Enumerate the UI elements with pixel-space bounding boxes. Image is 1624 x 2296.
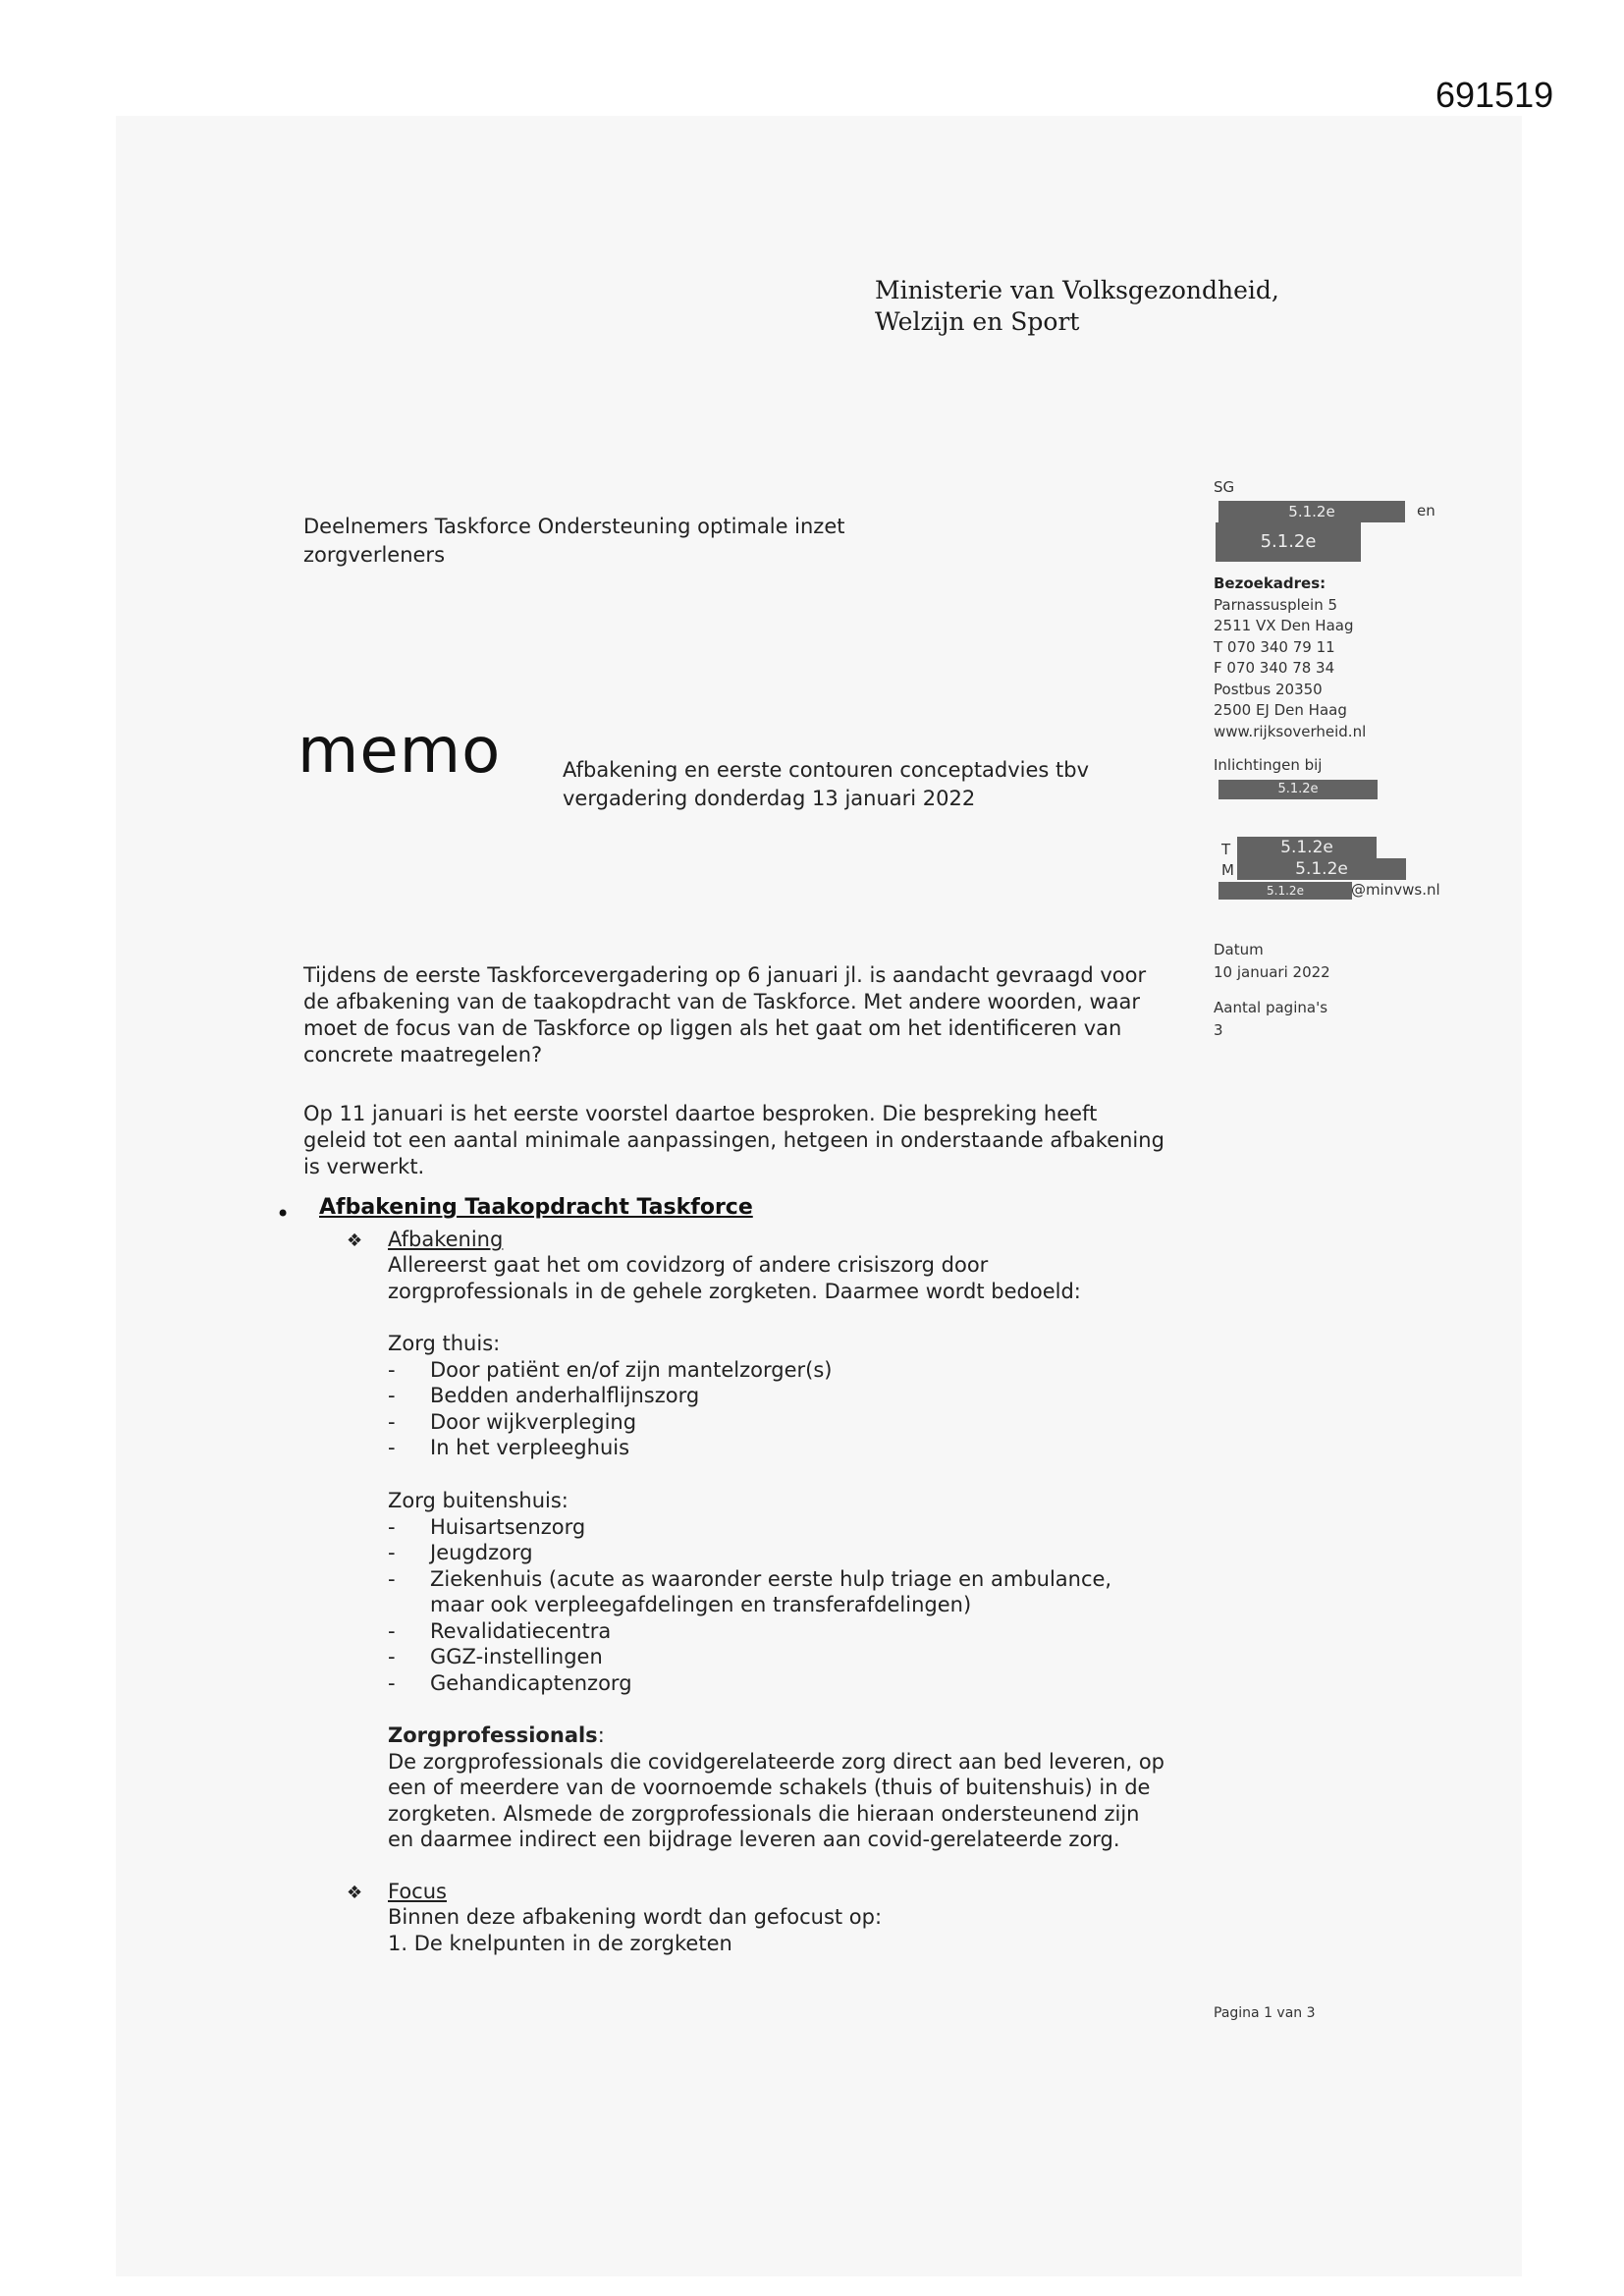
document-id: 691519 — [1435, 75, 1554, 115]
text-line: zorgprofessionals in de gehele zorgketen. Daarmee wordt bedoeld: — [388, 1279, 1081, 1303]
diamond-bullet-icon: ❖ — [347, 1883, 363, 1903]
redaction-block: 5.1.2e — [1237, 858, 1406, 880]
outside-care-label: Zorg buitenshuis: — [388, 1489, 568, 1512]
list-item: - Revalidatiecentra — [388, 1618, 612, 1643]
phone-label: T — [1221, 841, 1231, 858]
text-line: concrete maatregelen? — [303, 1043, 543, 1066]
paragraph-intro — [303, 962, 1187, 1068]
outside-care-block — [388, 1488, 1111, 1696]
text-line: de afbakening van de taakopdracht van de Taskforce. Met andere woorden, waar — [303, 990, 1141, 1013]
afbakening-text — [388, 1252, 1081, 1304]
text-line: Tijdens de eerste Taskforcevergadering op 6 januari jl. is aandacht gevraagd voor — [303, 963, 1147, 987]
list-item: - Door patiënt en/of zijn mantelzorger(s) — [388, 1357, 833, 1382]
text-line: geleid tot een aantal minimale aanpassingen, hetgeen in onderstaande afbakening — [303, 1128, 1164, 1152]
text-line: moet de focus van de Taskforce op liggen als het gaat om het identificeren van — [303, 1016, 1122, 1040]
subject-line-2: vergadering donderdag 13 januari 2022 — [563, 787, 976, 810]
subsection-heading-focus: Focus — [388, 1880, 447, 1903]
addressee-line-2: zorgverleners — [303, 543, 446, 567]
address-line: F 070 340 78 34 — [1214, 659, 1335, 677]
addressee-line-1: Deelnemers Taskforce Ondersteuning optimale inzet — [303, 515, 845, 538]
list-item: - In het verpleeghuis — [388, 1436, 630, 1459]
info-label: Inlichtingen bij — [1214, 756, 1323, 774]
list-item: - Jeugdzorg — [388, 1541, 533, 1564]
home-care-list — [388, 1357, 832, 1461]
home-care-block — [388, 1331, 832, 1461]
sidebar-en: en — [1417, 502, 1435, 519]
address-line: Postbus 20350 — [1214, 680, 1323, 698]
date-value: 10 januari 2022 — [1214, 963, 1330, 981]
addressee — [303, 513, 845, 570]
subsection-heading-afbakening: Afbakening — [388, 1228, 504, 1251]
ministry-logo-text — [875, 275, 1279, 338]
text-line: Binnen deze afbakening wordt dan gefocust op: — [388, 1905, 883, 1929]
text-line: een of meerdere van de voornoemde schakels (thuis of buitenshuis) in de — [388, 1776, 1151, 1799]
outside-care-list — [388, 1514, 1111, 1697]
text-line: 1. De knelpunten in de zorgketen — [388, 1931, 732, 1955]
address-line: T 070 340 79 11 — [1214, 637, 1335, 656]
date-label: Datum — [1214, 941, 1264, 958]
list-item: - GGZ-instellingen — [388, 1645, 603, 1668]
list-item: - Door wijkverpleging — [388, 1409, 637, 1434]
focus-text — [388, 1904, 882, 1956]
professionals-heading: Zorgprofessionals — [388, 1723, 598, 1747]
page-footer: Pagina 1 van 3 — [1214, 2005, 1316, 2021]
website-link[interactable]: www.rijksoverheid.nl — [1214, 722, 1367, 740]
ministry-line-2: Welzijn en Sport — [875, 307, 1080, 336]
ministry-line-1: Ministerie van Volksgezondheid, — [875, 276, 1279, 304]
sidebar-address — [1214, 574, 1366, 742]
memo-title: memo — [298, 715, 502, 788]
bullet-icon: • — [276, 1200, 291, 1228]
address-line: 2500 EJ Den Haag — [1214, 701, 1347, 719]
redaction-block: 5.1.2e — [1237, 837, 1377, 858]
list-item: - Ziekenhuis (acute as waaronder eerste hulp triage en ambulance, maar ook verpleegafdelingen en transferafdelingen) — [388, 1566, 1112, 1616]
sidebar-sg-label: SG — [1214, 478, 1235, 496]
list-item: - Huisartsenzorg — [388, 1514, 586, 1539]
pages-value: 3 — [1214, 1021, 1223, 1039]
professionals-block: Zorgprofessionals: De zorgprofessionals die covidgerelateerde zorg direct aan bed leveren, op een of meerdere van de voornoemde schakels (thuis of buitenshuis) in de zorgketen. Alsmede de zorgprofessionals die hieraan ondersteunend zijn en daarmee indirect een bijdrage leveren aan covid-gerelateerde zorg. — [388, 1723, 1165, 1851]
email-suffix: @minvws.nl — [1351, 881, 1440, 899]
address-line: 2511 VX Den Haag — [1214, 617, 1354, 634]
pages-label: Aantal pagina's — [1214, 999, 1328, 1016]
section-heading: Afbakening Taakopdracht Taskforce — [319, 1195, 753, 1220]
paragraph-discussion — [303, 1101, 1187, 1180]
address-line: Parnassusplein 5 — [1214, 595, 1338, 614]
text-line: is verwerkt. — [303, 1155, 425, 1178]
list-item: - Bedden anderhalflijnszorg — [388, 1384, 700, 1407]
text-line: Allereerst gaat het om covidzorg of andere crisiszorg door — [388, 1253, 989, 1277]
text-line: De zorgprofessionals die covidgerelateerde zorg direct aan bed leveren, op — [388, 1749, 1165, 1774]
redaction-block: 5.1.2e — [1218, 780, 1378, 799]
text-line: en daarmee indirect een bijdrage leveren aan covid-gerelateerde zorg. — [388, 1828, 1120, 1851]
home-care-label: Zorg thuis: — [388, 1332, 501, 1355]
text-line: Op 11 januari is het eerste voorstel daartoe besproken. Die bespreking heeft — [303, 1102, 1098, 1125]
list-item: - Gehandicaptenzorg — [388, 1670, 632, 1695]
mobile-label: M — [1221, 861, 1234, 879]
redaction-block: 5.1.2e — [1216, 522, 1361, 562]
visit-address-label: Bezoekadres: — [1214, 574, 1326, 592]
text-line: zorgketen. Alsmede de zorgprofessionals die hieraan ondersteunend zijn — [388, 1801, 1140, 1826]
diamond-bullet-icon: ❖ — [347, 1230, 363, 1251]
redaction-block: 5.1.2e — [1218, 501, 1405, 522]
memo-subject — [563, 756, 1089, 813]
redaction-block: 5.1.2e — [1218, 882, 1352, 900]
subject-line-1: Afbakening en eerste contouren conceptadvies tbv — [563, 758, 1090, 782]
